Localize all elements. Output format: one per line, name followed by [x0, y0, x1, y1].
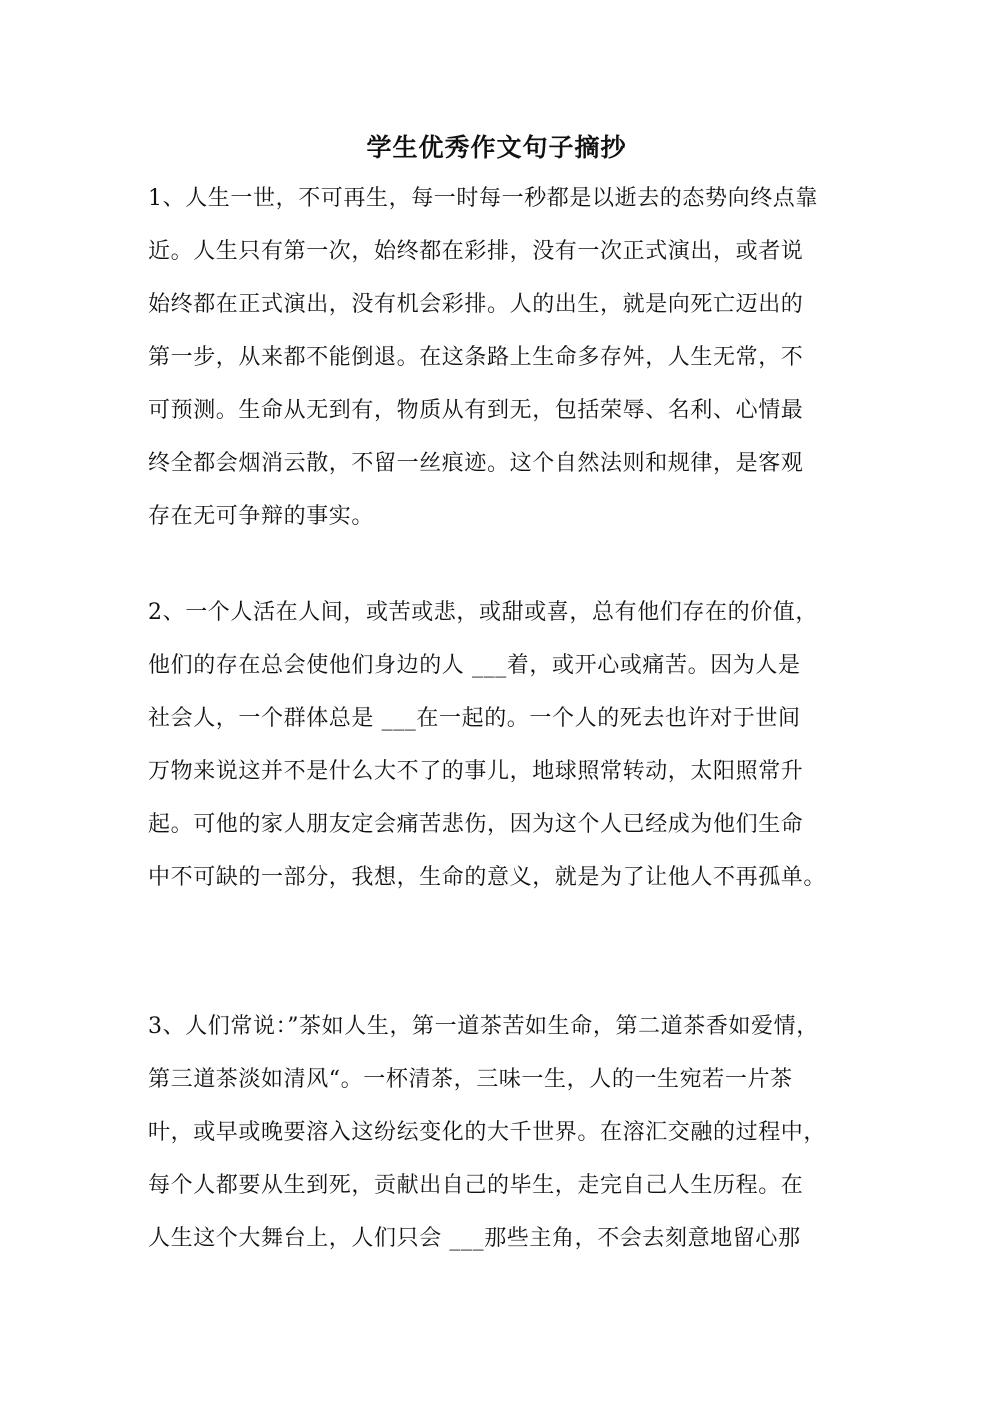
paragraph-3 — [148, 1000, 868, 1265]
text-line: 第三道茶淡如清风“。一杯清茶，三味一生，人的一生宛若一片茶 — [148, 1067, 793, 1092]
text-line: 存在无可争辩的事实。 — [148, 504, 375, 529]
paragraph-2 — [148, 586, 868, 904]
text-line: 叶，或早或晚要溶入这纷纭变化的大千世界。在溶汇交融的过程中， — [148, 1120, 827, 1145]
text-line: 起。可他的家人朋友定会痛苦悲伤，因为这个人已经成为他们生命 — [148, 812, 804, 837]
text-line: 始终都在正式演出，没有机会彩排。人的出生，就是向死亡迈出的 — [148, 292, 804, 317]
text-line: 社会人，一个群体总是 ___在一起的。一个人的死去也许对于世间 — [148, 706, 801, 731]
text-line: 可预测。生命从无到有，物质从有到无，包括荣辱、名利、心情最 — [148, 398, 804, 423]
text-line: 他们的存在总会使他们身边的人 ___着，或开心或痛苦。因为人是 — [148, 653, 801, 678]
text-line: 每个人都要从生到死，贡献出自己的毕生，走完自己人生历程。在 — [148, 1173, 804, 1198]
text-line: 人生这个大舞台上，人们只会 ___那些主角，不会去刻意地留心那 — [148, 1226, 801, 1251]
text-line: 中不可缺的一部分，我想，生命的意义，就是为了让他人不再孤单。 — [148, 865, 827, 890]
text-line: 1、人生一世，不可再生，每一时每一秒都是以逝去的态势向终点靠 — [148, 186, 818, 211]
paragraph-1 — [148, 172, 868, 543]
text-line: 终全都会烟消云散，不留一丝痕迹。这个自然法则和规律，是客观 — [148, 451, 804, 476]
document-title: 学生优秀作文句子摘抄 — [366, 133, 627, 162]
text-line: 近。人生只有第一次，始终都在彩排，没有一次正式演出，或者说 — [148, 239, 804, 264]
text-line: 3、人们常说：”茶如人生，第一道茶苦如生命，第二道茶香如爱情， — [148, 1014, 819, 1039]
text-line: 第一步，从来都不能倒退。在这条路上生命多存舛，人生无常，不 — [148, 345, 804, 370]
text-line: 2、一个人活在人间，或苦或悲，或甜或喜，总有他们存在的价值， — [148, 600, 818, 625]
text-line: 万物来说这并不是什么大不了的事儿，地球照常转动，太阳照常升 — [148, 759, 804, 784]
